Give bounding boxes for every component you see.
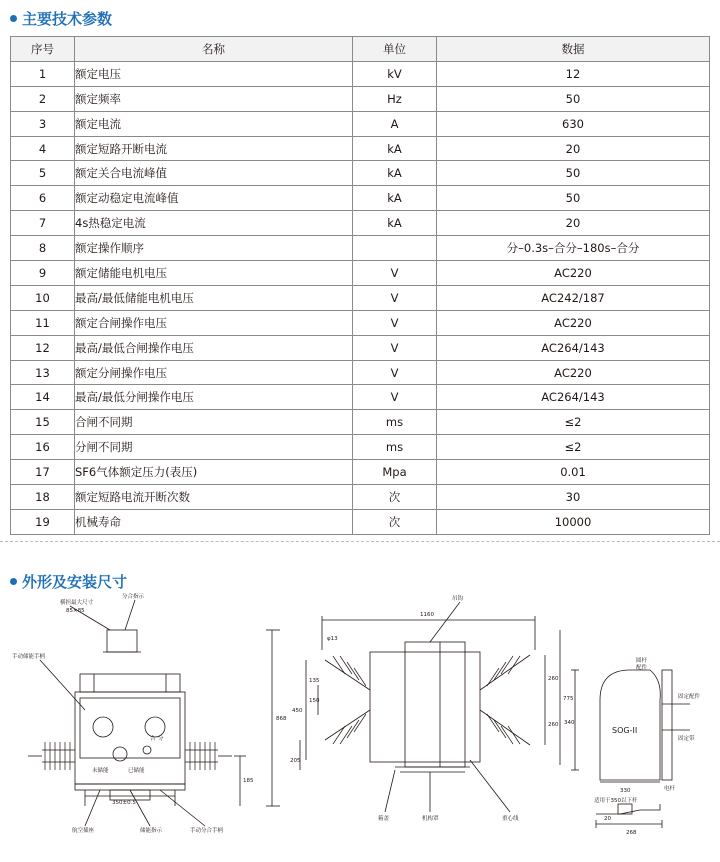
table-row [11,509,710,534]
cell-name: 额定电流 [75,111,353,136]
dim-135: 135 [309,678,320,684]
label-indicator: 分合指示 [122,594,145,600]
cell-name: 分闸不同期 [75,435,353,460]
table-header-row [11,37,710,62]
label-max-size: 横担最大尺寸 [60,600,94,606]
table-row [11,136,710,161]
label-pole: 电杆 [664,786,676,792]
cell-unit: kA [353,161,437,186]
cell-name: 额定分闸操作电压 [75,360,353,385]
header-unit: 单位 [353,37,437,62]
table-row [11,61,710,86]
label-ground: 重心线 [502,816,519,822]
label-stored2: 已储能 [128,768,145,774]
section-title-dimensions [10,571,127,591]
cell-unit: A [353,111,437,136]
cell-value: 20 [437,211,710,236]
cell-value: AC220 [437,261,710,286]
cell-name: 额定短路开断电流 [75,136,353,161]
dim-bracket-width: 330 [620,788,631,794]
cell-name: 最高/最低储能电机电压 [75,285,353,310]
cell-unit: V [353,385,437,410]
cell-value: AC264/143 [437,335,710,360]
cell-value: 630 [437,111,710,136]
cell-value: 30 [437,485,710,510]
cell-name: 最高/最低合闸操作电压 [75,335,353,360]
cell-name: 合闸不同期 [75,410,353,435]
table-row [11,485,710,510]
table-row [11,261,710,286]
cell-no: 17 [11,460,75,485]
table-row [11,111,710,136]
dim-bottom-width: 268 [626,830,637,836]
cell-name: 额定储能电机电压 [75,261,353,286]
cell-no: 18 [11,485,75,510]
dim-hole: φ13 [327,636,338,642]
section-title-text: 主要技术参数 [22,9,113,28]
parameters-table [10,36,710,535]
front-view-drawing [28,600,280,826]
cell-no: 11 [11,310,75,335]
cell-no: 16 [11,435,75,460]
cell-name: 额定短路电流开断次数 [75,485,353,510]
cell-unit: ms [353,410,437,435]
cell-unit: 次 [353,485,437,510]
label-vacuum-gauge: 航空插座 [72,828,95,834]
cell-unit: kV [353,61,437,86]
bullet-icon [10,578,17,585]
cell-unit: V [353,310,437,335]
table-body [11,61,710,534]
cell-unit: Hz [353,86,437,111]
cell-no: 4 [11,136,75,161]
cell-unit: 次 [353,509,437,534]
cell-unit: V [353,261,437,286]
label-manual-spring: 手动储能手柄 [12,654,46,660]
dim-260a: 260 [548,676,559,682]
table-row [11,86,710,111]
cell-unit: V [353,285,437,310]
cell-value: ≤2 [437,435,710,460]
cell-unit: ms [353,435,437,460]
dim-450: 450 [292,708,303,714]
cell-no: 13 [11,360,75,385]
label-note: 适用于350以下杆 [594,798,638,804]
dim-205: 205 [290,758,301,764]
cell-name: SF6气体额定压力(表压) [75,460,353,485]
cell-value: 50 [437,161,710,186]
cell-no: 5 [11,161,75,186]
cell-value: 12 [437,61,710,86]
dim-small: 20 [604,816,611,822]
cell-name: 额定动稳定电流峰值 [75,186,353,211]
label-mech: 机构罩 [422,816,439,822]
label-spring-indicator: 储能指示 [140,828,163,834]
section-title-parameters [10,8,112,28]
cell-value: 10000 [437,509,710,534]
cell-value: AC220 [437,360,710,385]
table-row [11,186,710,211]
cell-name: 额定关合电流峰值 [75,161,353,186]
cell-unit: V [353,360,437,385]
header-no: 序号 [11,37,75,62]
table-row [11,435,710,460]
label-close: 合 [150,736,156,742]
table-row [11,460,710,485]
cell-no: 10 [11,285,75,310]
header-name: 名称 [75,37,353,62]
table-row [11,360,710,385]
cell-value: 20 [437,136,710,161]
table-row [11,211,710,236]
cell-unit: kA [353,186,437,211]
label-top: 吊钩 [452,596,464,602]
side-view-drawing [300,602,560,812]
label-open: 分 [158,736,164,742]
cell-no: 12 [11,335,75,360]
label-max-size-value: 85×85 [66,608,85,614]
table-row [11,236,710,261]
cell-name: 额定频率 [75,86,353,111]
label-right1: 固定配件 [678,694,701,700]
label-pole-top: 圆杆 [636,658,648,664]
cell-value: ≤2 [437,410,710,435]
table-row [11,285,710,310]
dim-width: 350±0.5 [112,800,136,806]
label-right2: 固定带 [678,736,695,742]
cell-no: 1 [11,61,75,86]
cell-unit: kA [353,211,437,236]
cell-value: 0.01 [437,460,710,485]
label-manual-handle: 手动分合手柄 [190,828,224,834]
cell-value: 50 [437,86,710,111]
mounting-bracket-drawing [571,670,690,828]
table-row [11,385,710,410]
cell-no: 3 [11,111,75,136]
cell-name: 额定操作顺序 [75,236,353,261]
dimension-drawings [0,590,720,862]
cell-name: 最高/最低分闸操作电压 [75,385,353,410]
cell-unit: V [353,335,437,360]
dim-150: 150 [309,698,320,704]
cell-no: 8 [11,236,75,261]
cell-unit: Mpa [353,460,437,485]
dim-total: 1160 [420,612,434,618]
label-pole-top2: 配件 [636,665,648,671]
section-divider [0,541,720,542]
cell-name: 机械寿命 [75,509,353,534]
model-label: SOG-II [612,726,638,735]
cell-unit: kA [353,136,437,161]
cell-name: 额定电压 [75,61,353,86]
cell-no: 14 [11,385,75,410]
table-row [11,161,710,186]
table-row [11,410,710,435]
cell-value: AC264/143 [437,385,710,410]
cell-value: 50 [437,186,710,211]
cell-value: 分–0.3s–合分–180s–合分 [437,236,710,261]
cell-no: 2 [11,86,75,111]
cell-no: 6 [11,186,75,211]
cell-value: AC220 [437,310,710,335]
dim-260b: 260 [548,722,559,728]
dim-height: 868 [276,716,287,722]
label-box: 箱盖 [378,816,390,822]
label-stored: 未储能 [92,768,109,774]
table-row [11,310,710,335]
cell-name: 额定合闸操作电压 [75,310,353,335]
dim-775: 775 [563,696,574,702]
cell-name: 4s热稳定电流 [75,211,353,236]
table-row [11,335,710,360]
cell-value: AC242/187 [437,285,710,310]
dim-bottom: 185 [243,778,254,784]
header-value: 数据 [437,37,710,62]
cell-no: 7 [11,211,75,236]
dim-bracket-height: 340 [564,720,575,726]
bullet-icon [10,15,17,22]
cell-no: 15 [11,410,75,435]
cell-no: 9 [11,261,75,286]
cell-unit [353,236,437,261]
section-title-text: 外形及安装尺寸 [22,572,128,591]
cell-no: 19 [11,509,75,534]
